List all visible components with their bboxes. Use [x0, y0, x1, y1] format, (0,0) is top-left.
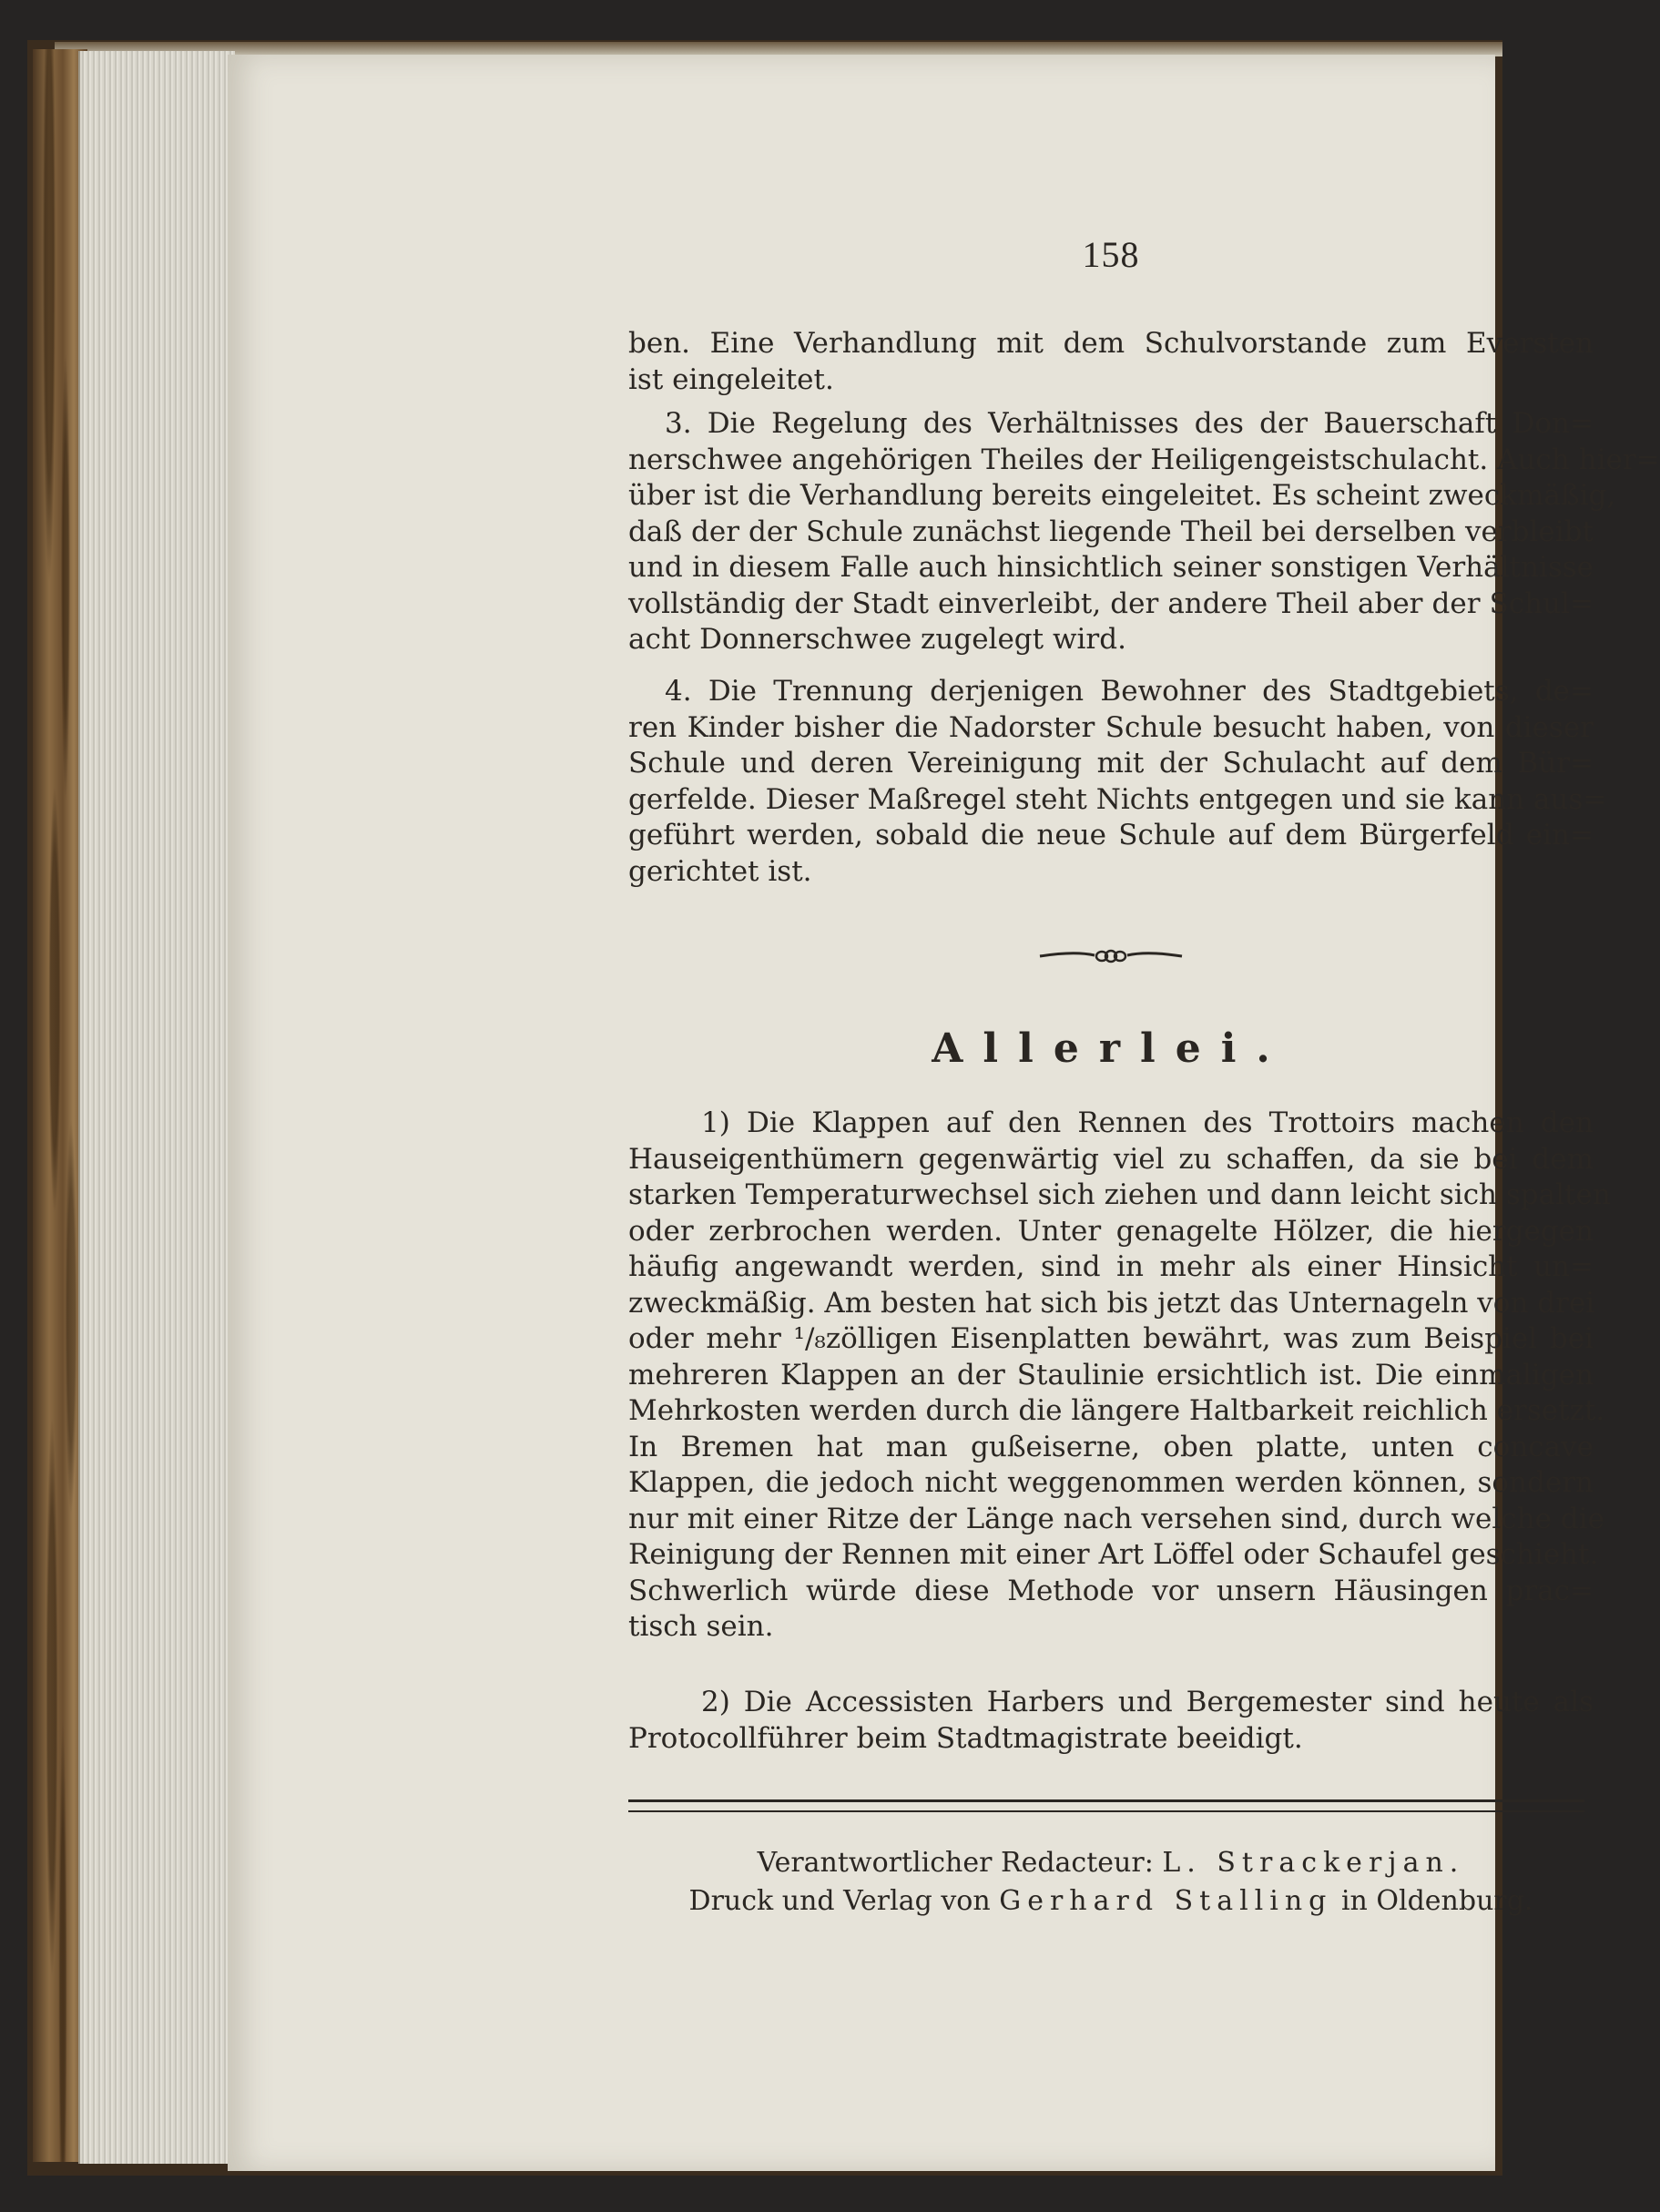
text-line: vollständig der Stadt einverleibt, der andere Theil aber der Schul= — [628, 586, 1594, 620]
double-rule — [628, 1799, 1584, 1812]
text-line: gerfelde. Dieser Maßregel steht Nichts entgegen und sie kann aus= — [628, 782, 1607, 816]
text-line: und in diesem Falle auch hinsichtlich seiner sonstigen Verhältnisse — [628, 551, 1594, 584]
paragraph-item-1 — [628, 1106, 1611, 1646]
page-number: 158 — [1082, 234, 1140, 275]
text-line: Schwerlich würde diese Methode vor unsern Häusingen prac= — [628, 1574, 1594, 1607]
text-line: zweckmäßig. Am besten hat sich bis jetzt das Unternageln von drei — [628, 1286, 1595, 1320]
text-line: oder zerbrochen werden. Unter genagelte Hölzer, die hiergegen — [628, 1214, 1594, 1248]
text-line: ben. Eine Verhandlung mit dem Schulvorstande zum Eversten — [628, 327, 1594, 360]
footer-printer — [628, 1883, 1594, 1920]
text-line: Klappen, die jedoch nicht weggenommen werden können, sondern — [628, 1466, 1594, 1499]
text-line: nur mit einer Ritze der Länge nach versehen sind, durch welche die — [628, 1502, 1604, 1535]
text-line: Reinigung der Rennen mit einer Art Löffel oder Schaufel geschieht. — [628, 1538, 1599, 1571]
text-line: geführt werden, sobald die neue Schule auf dem Bürgerfeld ein= — [628, 819, 1594, 851]
text-line: daß der der Schule zunächst liegende Theil bei derselben verbleibt — [628, 515, 1594, 548]
text-line: Mehrkosten werden durch die längere Haltbarkeit reichlich ersetzt. — [628, 1394, 1605, 1427]
book-page — [228, 55, 1660, 2171]
text-line: über ist die Verhandlung bereits eingeleitet. Es scheint zweckmäßig, — [628, 479, 1616, 512]
text-line: Protocollführer beim Stadtmagistrate beeidigt. — [628, 1721, 1303, 1755]
text-line: gerichtet ist. — [628, 854, 812, 888]
text-line: ist eingeleitet. — [628, 362, 834, 396]
text-line: häufig angewandt werden, sind in mehr als einer Hinsicht un= — [628, 1250, 1594, 1283]
text-line: Schule und deren Vereinigung mit der Schulacht auf dem Bür= — [628, 747, 1594, 780]
printer-suffix: in Oldenburg. — [1340, 1885, 1533, 1917]
paragraph-continuation — [628, 326, 1594, 398]
text-line: acht Donnerschwee zugelegt wird. — [628, 623, 1126, 656]
text-line: mehreren Klappen an der Staulinie ersichtlich ist. Die einmaligen — [628, 1358, 1594, 1391]
editor-label: Verantwortlicher Redacteur: — [757, 1847, 1154, 1879]
text-line: In Bremen hat man gußeiserne, oben platte, unten concave — [628, 1430, 1594, 1463]
printer-prefix: Druck und Verlag von — [688, 1885, 991, 1917]
text-line: oder mehr ¹/₈zölligen Eisenplatten bewährt, was zum Beispiel bei — [628, 1322, 1594, 1355]
paragraph-item-3 — [628, 406, 1660, 658]
text-line: 2) Die Accessisten Harbers und Bergemester sind heute als — [701, 1686, 1594, 1718]
footer-editor — [628, 1845, 1594, 1881]
ornament-divider — [1038, 945, 1184, 967]
text-line: 3. Die Regelung des Verhältnisses des der Bauerschaft Don= — [665, 407, 1594, 440]
text-line: Hauseigenthümern gegenwärtig viel zu schaffen, da sie bei dem — [628, 1142, 1594, 1176]
editor-name: L. Strackerjan. — [1162, 1847, 1465, 1879]
page-stack-edges — [78, 51, 235, 2164]
text-line: tisch sein. — [628, 1610, 774, 1643]
text-line: ren Kinder bisher die Nadorster Schule besucht haben, von dieser — [628, 710, 1594, 744]
text-line: starken Temperaturwechsel sich ziehen und dann leicht sich spalten — [628, 1178, 1611, 1211]
text-line: 4. Die Trennung derjenigen Bewohner des Stadtgebiets, de= — [665, 675, 1594, 708]
paragraph-item-4 — [628, 674, 1607, 890]
paragraph-item-2 — [628, 1685, 1594, 1757]
text-line: nerschwee angehörigen Theiles der Heiligengeistschulacht. Auch hier= — [628, 443, 1660, 476]
text-line: 1) Die Klappen auf den Rennen des Trottoirs machen den — [701, 1106, 1594, 1139]
section-heading: Allerlei. — [932, 1025, 1290, 1072]
printer-name: Gerhard Stalling — [999, 1885, 1333, 1917]
